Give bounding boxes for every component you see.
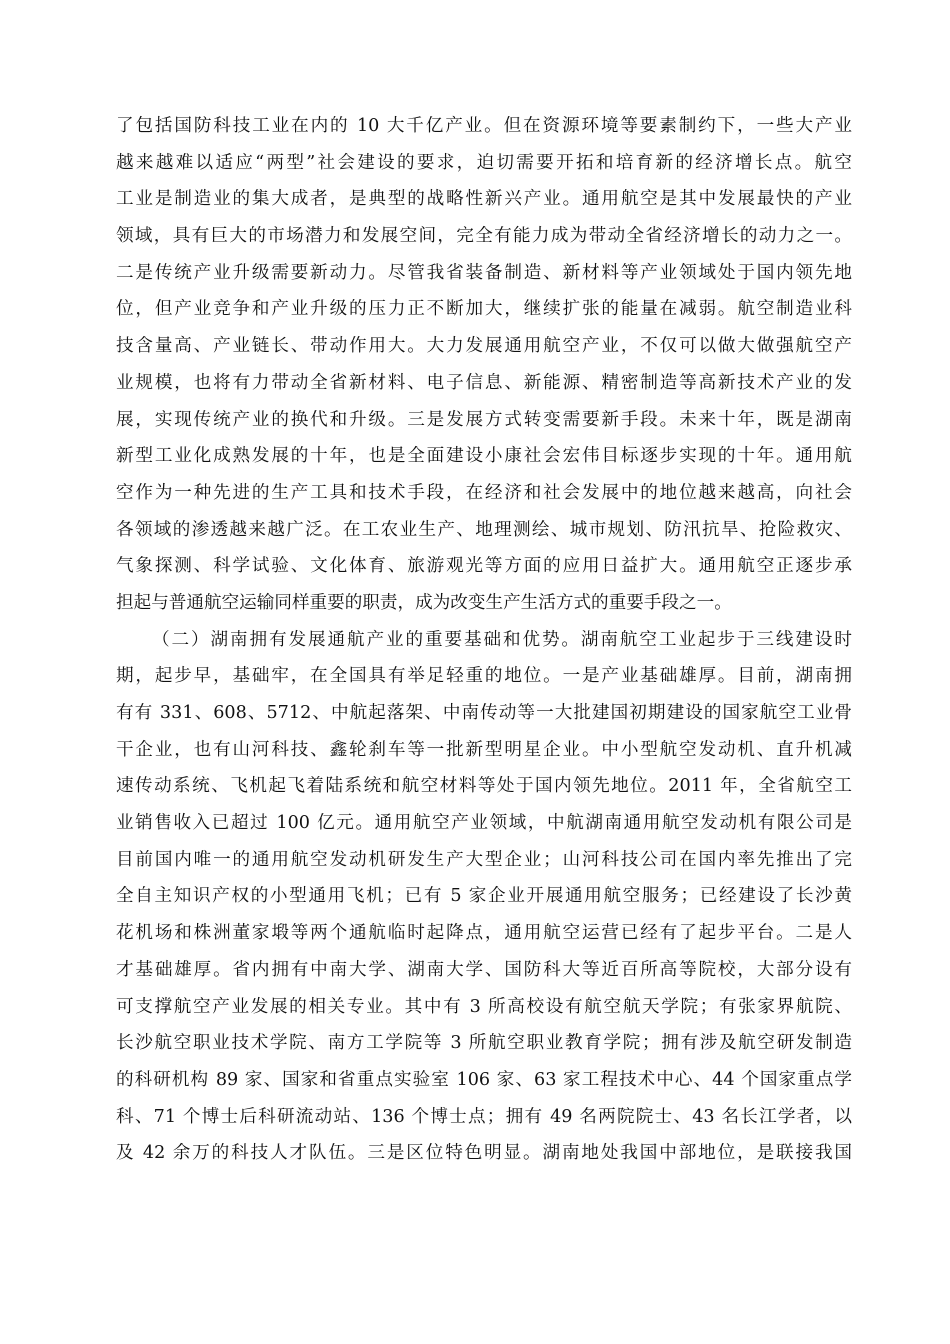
paragraph-line: 担起与普通航空运输同样重要的职责，成为改变生产生活方式的重要手段之一。 — [116, 592, 732, 613]
paragraph-line: 花机场和株洲董家塅等两个通航临时起降点，通用航空运营已经有了起步平台。二是人 — [116, 923, 852, 944]
paragraph-line: 才基础雄厚。省内拥有中南大学、湖南大学、国防科大等近百所高等院校，大部分设有 — [116, 959, 852, 980]
paragraph-line: 位，但产业竞争和产业升级的压力正不断加大，继续扩张的能量在减弱。航空制造业科 — [116, 299, 852, 320]
paragraph-line: 期，起步早，基础牢，在全国具有举足轻重的地位。一是产业基础雄厚。目前，湖南拥 — [116, 666, 852, 687]
paragraph-line: 有有 331、608、5712、中航起落架、中南传动等一大批建国初期建设的国家航空工业骨 — [116, 703, 852, 723]
paragraph-line: 业规模，也将有力带动全省新材料、电子信息、新能源、精密制造等高新技术产业的发 — [116, 372, 852, 393]
paragraph-line: 长沙航空职业技术学院、南方工学院等 3 所航空职业教育学院；拥有涉及航空研发制造 — [116, 1033, 852, 1054]
paragraph-line: 展，实现传统产业的换代和升级。三是发展方式转变需要新手段。未来十年，既是湖南 — [116, 409, 852, 430]
paragraph-1 — [116, 108, 852, 622]
paragraph-line: 及 42 余万的科技人才队伍。三是区位特色明显。湖南地处我国中部地位，是联接我国 — [116, 1143, 852, 1164]
paragraph-2 — [116, 622, 852, 1172]
paragraph-line: （二）湖南拥有发展通航产业的重要基础和优势。湖南航空工业起步于三线建设时 — [152, 629, 852, 650]
paragraph-line: 气象探测、科学试验、文化体育、旅游观光等方面的应用日益扩大。通用航空正逐步承 — [116, 556, 852, 577]
paragraph-line: 新型工业化成熟发展的十年，也是全面建设小康社会宏伟目标逐步实现的十年。通用航 — [116, 446, 852, 467]
paragraph-line: 全自主知识产权的小型通用飞机；已有 5 家企业开展通用航空服务；已经建设了长沙黄 — [116, 886, 852, 907]
paragraph-line: 可支撑航空产业发展的相关专业。其中有 3 所高校设有航空航天学院；有张家界航院、 — [116, 996, 852, 1017]
paragraph-line: 各领域的渗透越来越广泛。在工农业生产、地理测绘、城市规划、防汛抗旱、抢险救灾、 — [116, 519, 852, 540]
paragraph-line: 越来越难以适应“两型”社会建设的要求，迫切需要开拓和培育新的经济增长点。航空 — [116, 152, 852, 173]
paragraph-line: 技含量高、产业链长、带动作用大。大力发展通用航空产业，不仅可以做大做强航空产 — [116, 336, 852, 357]
paragraph-line: 目前国内唯一的通用航空发动机研发生产大型企业；山河科技公司在国内率先推出了完 — [116, 849, 852, 870]
paragraph-line: 工业是制造业的集大成者，是典型的战略性新兴产业。通用航空是其中发展最快的产业 — [116, 189, 852, 210]
paragraph-line: 的科研机构 89 家、国家和省重点实验室 106 家、63 家工程技术中心、44 个国家重点学 — [116, 1069, 852, 1090]
body-text — [116, 108, 852, 1172]
paragraph-line: 业销售收入已超过 100 亿元。通用航空产业领域，中航湖南通用航空发动机有限公司是 — [116, 813, 852, 834]
paragraph-line: 领域，具有巨大的市场潜力和发展空间，完全有能力成为带动全省经济增长的动力之一。 — [116, 226, 852, 247]
paragraph-line: 科、71 个博士后科研流动站、136 个博士点；拥有 49 名两院院士、43 名长江学者，以 — [116, 1106, 852, 1127]
paragraph-line: 速传动系统、飞机起飞着陆系统和航空材料等处于国内领先地位。2011 年，全省航空工 — [116, 776, 852, 797]
paragraph-line: 了包括国防科技工业在内的 10 大千亿产业。但在资源环境等要素制约下，一些大产业 — [116, 116, 852, 136]
paragraph-line: 二是传统产业升级需要新动力。尽管我省装备制造、新材料等产业领域处于国内领先地 — [116, 262, 852, 283]
paragraph-line: 干企业，也有山河科技、鑫轮刹车等一批新型明星企业。中小型航空发动机、直升机减 — [116, 739, 852, 760]
paragraph-line: 空作为一种先进的生产工具和技术手段，在经济和社会发展中的地位越来越高，向社会 — [116, 482, 852, 503]
